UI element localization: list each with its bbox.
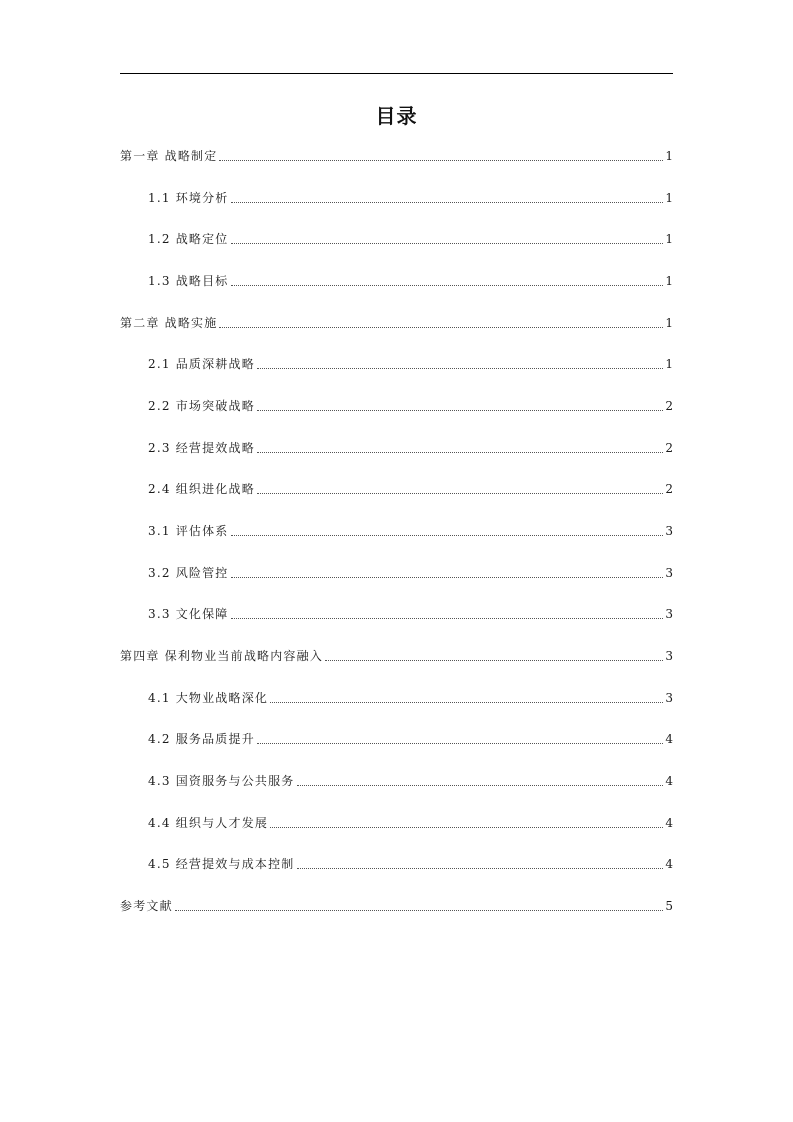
toc-section-entry[interactable] [120, 729, 673, 749]
toc-dot-leader [231, 202, 664, 203]
toc-page-number: 4 [665, 857, 673, 872]
toc-section-entry[interactable] [120, 854, 673, 874]
toc-dot-leader [219, 160, 663, 161]
header-rule [120, 73, 673, 74]
toc-section-entry[interactable] [120, 563, 673, 583]
toc-entry-label: 3.2 风险管控 [148, 565, 229, 580]
toc-page-number: 3 [665, 607, 673, 622]
toc-dot-leader [257, 368, 663, 369]
toc-entry-label: 3.3 文化保障 [148, 607, 229, 622]
toc-dot-leader [257, 452, 663, 453]
toc-entry-label: 第一章 战略制定 [120, 149, 218, 163]
toc-section-entry[interactable] [120, 604, 673, 624]
toc-dot-leader [175, 910, 664, 911]
toc-entry-label: 2.4 组织进化战略 [148, 482, 255, 497]
toc-section-entry[interactable] [120, 354, 673, 374]
toc-entry-label: 2.1 品质深耕战略 [148, 357, 255, 372]
toc-page-number: 1 [665, 357, 673, 372]
toc-page-number: 4 [665, 815, 673, 830]
toc-dot-leader [270, 827, 663, 828]
toc-entry-label: 1.1 环境分析 [148, 190, 229, 205]
table-of-contents [120, 146, 673, 937]
toc-entry-label: 参考文献 [120, 898, 173, 913]
toc-dot-leader [231, 577, 664, 578]
toc-chapter-entry[interactable] [120, 646, 673, 666]
toc-dot-leader [231, 535, 664, 536]
toc-page-number: 4 [665, 732, 673, 747]
toc-dot-leader [270, 702, 663, 703]
toc-section-entry[interactable] [120, 271, 673, 291]
toc-entry-label: 1.2 战略定位 [148, 232, 229, 247]
toc-section-entry[interactable] [120, 479, 673, 499]
toc-page-number: 2 [665, 398, 673, 413]
toc-entry-label: 3.1 评估体系 [148, 523, 229, 538]
toc-section-entry[interactable] [120, 771, 673, 791]
toc-section-entry[interactable] [120, 188, 673, 208]
toc-entry-label: 4.5 经营提效与成本控制 [148, 857, 295, 872]
toc-page-number: 1 [665, 315, 673, 330]
toc-section-entry[interactable] [120, 813, 673, 833]
toc-entry-label: 4.3 国资服务与公共服务 [148, 773, 295, 788]
toc-page-number: 1 [665, 273, 673, 288]
toc-section-entry[interactable] [120, 396, 673, 416]
toc-entry-label: 4.4 组织与人才发展 [148, 815, 269, 830]
toc-page-number: 3 [665, 523, 673, 538]
toc-chapter-entry[interactable] [120, 896, 673, 916]
toc-page-number: 1 [665, 190, 673, 205]
toc-dot-leader [231, 243, 664, 244]
toc-entry-label: 2.3 经营提效战略 [148, 440, 255, 455]
toc-section-entry[interactable] [120, 438, 673, 458]
toc-dot-leader [297, 868, 664, 869]
toc-page-number: 1 [665, 232, 673, 247]
toc-entry-label: 1.3 战略目标 [148, 273, 229, 288]
toc-section-entry[interactable] [120, 229, 673, 249]
toc-page-number: 1 [665, 149, 673, 163]
toc-dot-leader [297, 785, 664, 786]
toc-entry-label: 4.2 服务品质提升 [148, 732, 255, 747]
toc-section-entry[interactable] [120, 688, 673, 708]
toc-chapter-entry[interactable] [120, 146, 673, 166]
toc-dot-leader [219, 327, 663, 328]
toc-page-number: 2 [665, 482, 673, 497]
toc-dot-leader [257, 743, 663, 744]
toc-dot-leader [325, 660, 663, 661]
toc-entry-label: 第四章 保利物业当前战略内容融入 [120, 648, 324, 663]
toc-dot-leader [231, 285, 664, 286]
toc-page-number: 3 [665, 690, 673, 705]
toc-entry-label: 4.1 大物业战略深化 [148, 690, 269, 705]
toc-page-number: 3 [665, 565, 673, 580]
toc-chapter-entry[interactable] [120, 313, 673, 333]
toc-page-number: 2 [665, 440, 673, 455]
toc-dot-leader [257, 410, 663, 411]
page-title: 目录 [375, 104, 418, 128]
toc-entry-label: 2.2 市场突破战略 [148, 398, 255, 413]
toc-dot-leader [257, 493, 663, 494]
toc-page-number: 4 [665, 773, 673, 788]
toc-page-number: 5 [665, 898, 673, 913]
toc-page-number: 3 [665, 648, 673, 663]
toc-section-entry[interactable] [120, 521, 673, 541]
toc-dot-leader [231, 618, 664, 619]
toc-entry-label: 第二章 战略实施 [120, 315, 218, 330]
